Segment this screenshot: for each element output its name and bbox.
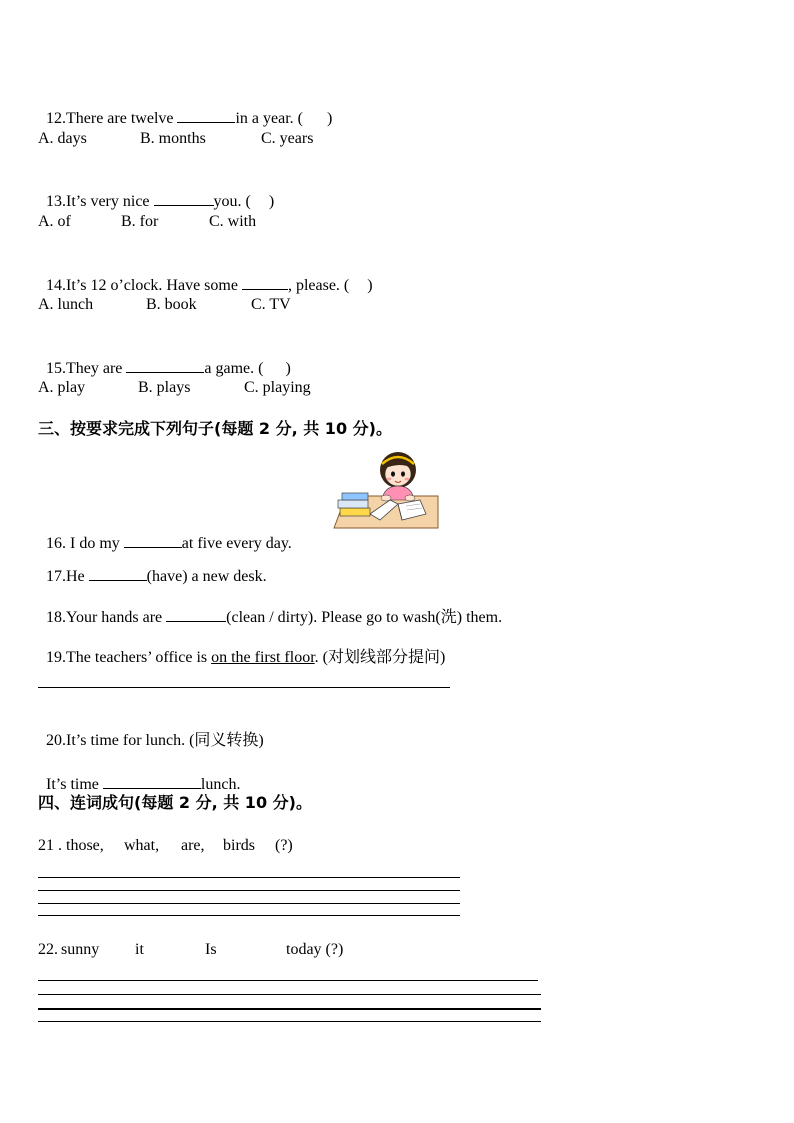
answer-blank[interactable] — [89, 565, 147, 581]
question-text: There are twelve — [66, 110, 178, 127]
question-text: It’s very nice — [66, 193, 154, 210]
writing-line[interactable] — [38, 1021, 541, 1022]
scrambled-word: birds — [223, 837, 255, 854]
scrambled-word: what, — [124, 837, 160, 854]
option-b: B. for — [121, 213, 159, 230]
option-c: C. playing — [244, 379, 311, 396]
question-text: . I do my — [62, 535, 124, 552]
writing-line[interactable] — [38, 890, 460, 891]
section-3-heading: 三、按要求完成下列句子(每题 2 分, 共 10 分)。 — [38, 419, 392, 438]
option-b: B. book — [146, 296, 197, 313]
question-text: (have) a new desk. — [146, 568, 267, 585]
question-15 — [38, 337, 291, 379]
paren-close: ) — [367, 277, 373, 294]
answer-blank[interactable] — [103, 773, 201, 789]
question-text: He — [66, 568, 89, 585]
writing-line[interactable] — [38, 877, 460, 878]
question-13 — [38, 170, 274, 212]
question-number: 22. — [38, 941, 58, 958]
scrambled-word: it — [135, 941, 144, 958]
underlined-phrase: on the first floor — [211, 649, 315, 666]
paren-close: ) — [268, 193, 275, 210]
option-b: B. months — [140, 130, 206, 147]
writing-line[interactable] — [38, 915, 460, 916]
question-20 — [38, 711, 264, 751]
option-a: A. play — [38, 379, 86, 396]
question-text: a game. ( — [204, 360, 264, 377]
answer-line[interactable] — [38, 687, 450, 688]
question-number: 15. — [46, 360, 66, 377]
question-19 — [38, 628, 445, 668]
question-number: 14. — [46, 277, 66, 294]
writing-line[interactable] — [38, 994, 541, 995]
question-text: lunch. — [200, 776, 241, 793]
answer-blank[interactable] — [154, 190, 214, 206]
question-text: at five every day. — [181, 535, 292, 552]
scrambled-word: sunny — [61, 941, 100, 958]
section-4-heading: 四、连词成句(每题 2 分, 共 10 分)。 — [38, 793, 312, 812]
scrambled-word: are, — [181, 837, 205, 854]
question-20-answer-line — [38, 753, 240, 795]
scrambled-word: Is — [205, 941, 217, 958]
question-text: Your hands are — [66, 609, 167, 626]
option-c: C. with — [209, 213, 257, 230]
question-text: (clean / dirty). Please go to wash(洗) them. — [226, 609, 503, 626]
question-text: you. ( — [213, 193, 251, 210]
question-number: 19. — [46, 649, 66, 666]
question-number: 18. — [46, 609, 66, 626]
scrambled-word: today (?) — [286, 941, 344, 958]
writing-line[interactable] — [38, 903, 460, 904]
writing-line[interactable] — [38, 980, 538, 981]
question-number: 13. — [46, 193, 66, 210]
question-number: 20. — [46, 732, 66, 749]
question-text: It’s time for lunch. (同义转换) — [66, 732, 264, 749]
question-text: It’s time — [46, 776, 103, 793]
question-number: 16 — [46, 535, 62, 552]
question-number: 17. — [46, 568, 66, 585]
option-a: A. days — [38, 130, 87, 147]
paren-close: ) — [327, 110, 333, 127]
answer-blank[interactable] — [166, 606, 226, 622]
question-18 — [38, 586, 502, 628]
option-c: C. TV — [251, 296, 291, 313]
writing-line[interactable] — [38, 1008, 541, 1010]
question-text: . (对划线部分提问) — [314, 649, 446, 666]
scrambled-word: (?) — [275, 837, 293, 854]
question-text: They are — [66, 360, 127, 377]
question-14 — [38, 254, 373, 296]
answer-blank[interactable] — [126, 357, 204, 373]
option-c: C. years — [261, 130, 314, 147]
question-number: 21 — [38, 837, 54, 854]
question-text: The teachers’ office is — [66, 649, 212, 666]
scrambled-word: . those, — [58, 837, 104, 854]
question-12 — [38, 87, 332, 129]
paren-close: ) — [285, 360, 291, 377]
question-text: , please. ( — [287, 277, 350, 294]
answer-blank[interactable] — [242, 274, 288, 290]
option-a: A. lunch — [38, 296, 94, 313]
question-17 — [38, 545, 267, 587]
question-text: in a year. ( — [235, 110, 304, 127]
option-b: B. plays — [138, 379, 191, 396]
girl-doing-homework-illustration — [330, 448, 442, 530]
question-text: It’s 12 o’clock. Have some — [66, 277, 242, 294]
question-number: 12. — [46, 110, 66, 127]
option-a: A. of — [38, 213, 71, 230]
answer-blank[interactable] — [177, 107, 235, 123]
